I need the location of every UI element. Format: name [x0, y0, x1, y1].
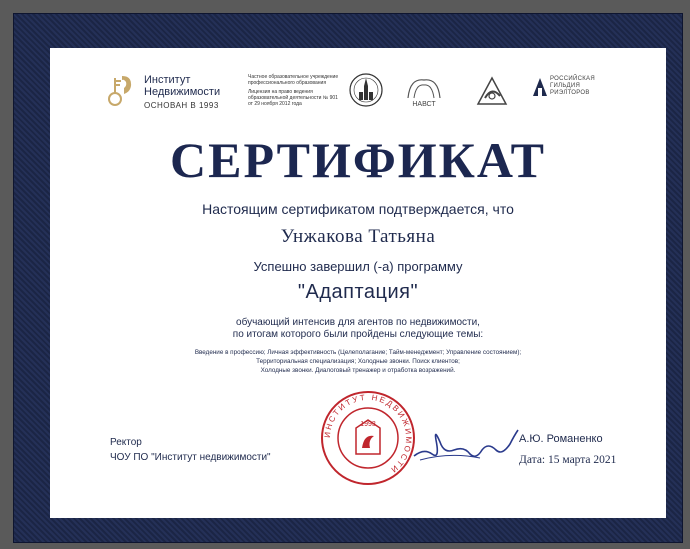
- rector-title: Ректор: [110, 437, 142, 448]
- intro-line-1: обучающий интенсив для агентов по недвижимости,: [236, 317, 480, 328]
- recipient-name: Унжакова Татьяна: [280, 226, 436, 247]
- key-lion-icon: [106, 72, 136, 108]
- confirm-text: Настоящим сертификатом подтверждается, что: [202, 201, 514, 217]
- rgr-line2: ГИЛЬДИЯ: [550, 83, 581, 89]
- certificate-title: СЕРТИФИКАТ: [169, 132, 546, 188]
- university-emblem-icon: [348, 72, 384, 108]
- institute-stamp-icon: [318, 388, 418, 488]
- institute-name-line1: Институт: [144, 74, 191, 86]
- issue-date: Дата: 15 марта 2021: [519, 454, 617, 466]
- nabci-logo-icon: [402, 72, 446, 108]
- stamp-year: 1993: [360, 421, 376, 428]
- logo-row: [50, 48, 666, 118]
- license-text: Лицензия на право ведения образовательной деятельности № 901 от 29 ноября 2012 года: [248, 89, 338, 107]
- institute-logo: [106, 70, 236, 110]
- rgr-building-icon: [532, 76, 548, 98]
- topics-line-2: Территориальная специализация; Холодные звонки. Поиск клиентов;: [256, 358, 460, 365]
- founded-text: ОСНОВАН В 1993: [144, 101, 219, 110]
- topics-line-1: Введение в профессию; Личная эффективность (Целеполагание; Тайм-менеджмент; Управление состоянием);: [194, 349, 522, 356]
- completed-text: Успешно завершил (-а) программу: [253, 259, 463, 274]
- rector-org: ЧОУ ПО "Институт недвижимости": [110, 452, 271, 463]
- topics-line-3: Холодные звонки. Диалоговый тренажер и отработка возражений.: [260, 367, 456, 374]
- org-name: Частное образовательное учреждение профессионального образования: [248, 74, 339, 86]
- signer-name: А.Ю. Романенко: [519, 433, 603, 445]
- program-name: "Адаптация": [297, 281, 419, 303]
- association-logo-icon: [474, 74, 510, 108]
- institute-name-line2: Недвижимости: [144, 86, 221, 98]
- nabci-label: НАВСТ: [412, 101, 436, 108]
- org-info: [248, 74, 344, 107]
- certificate-paper: [50, 48, 666, 518]
- stamp-text: ИНСТИТУТ НЕДВИЖИМОСТИ: [322, 392, 414, 476]
- rgr-line1: РОССИЙСКАЯ: [550, 76, 595, 82]
- topics-list: [160, 348, 556, 375]
- rgr-logo: [532, 74, 622, 108]
- signature-icon: [410, 420, 520, 468]
- rgr-line3: РИЭЛТОРОВ: [550, 90, 590, 96]
- program-intro: [50, 317, 666, 341]
- intro-line-2: по итогам которого были пройдены следующие темы:: [232, 329, 484, 340]
